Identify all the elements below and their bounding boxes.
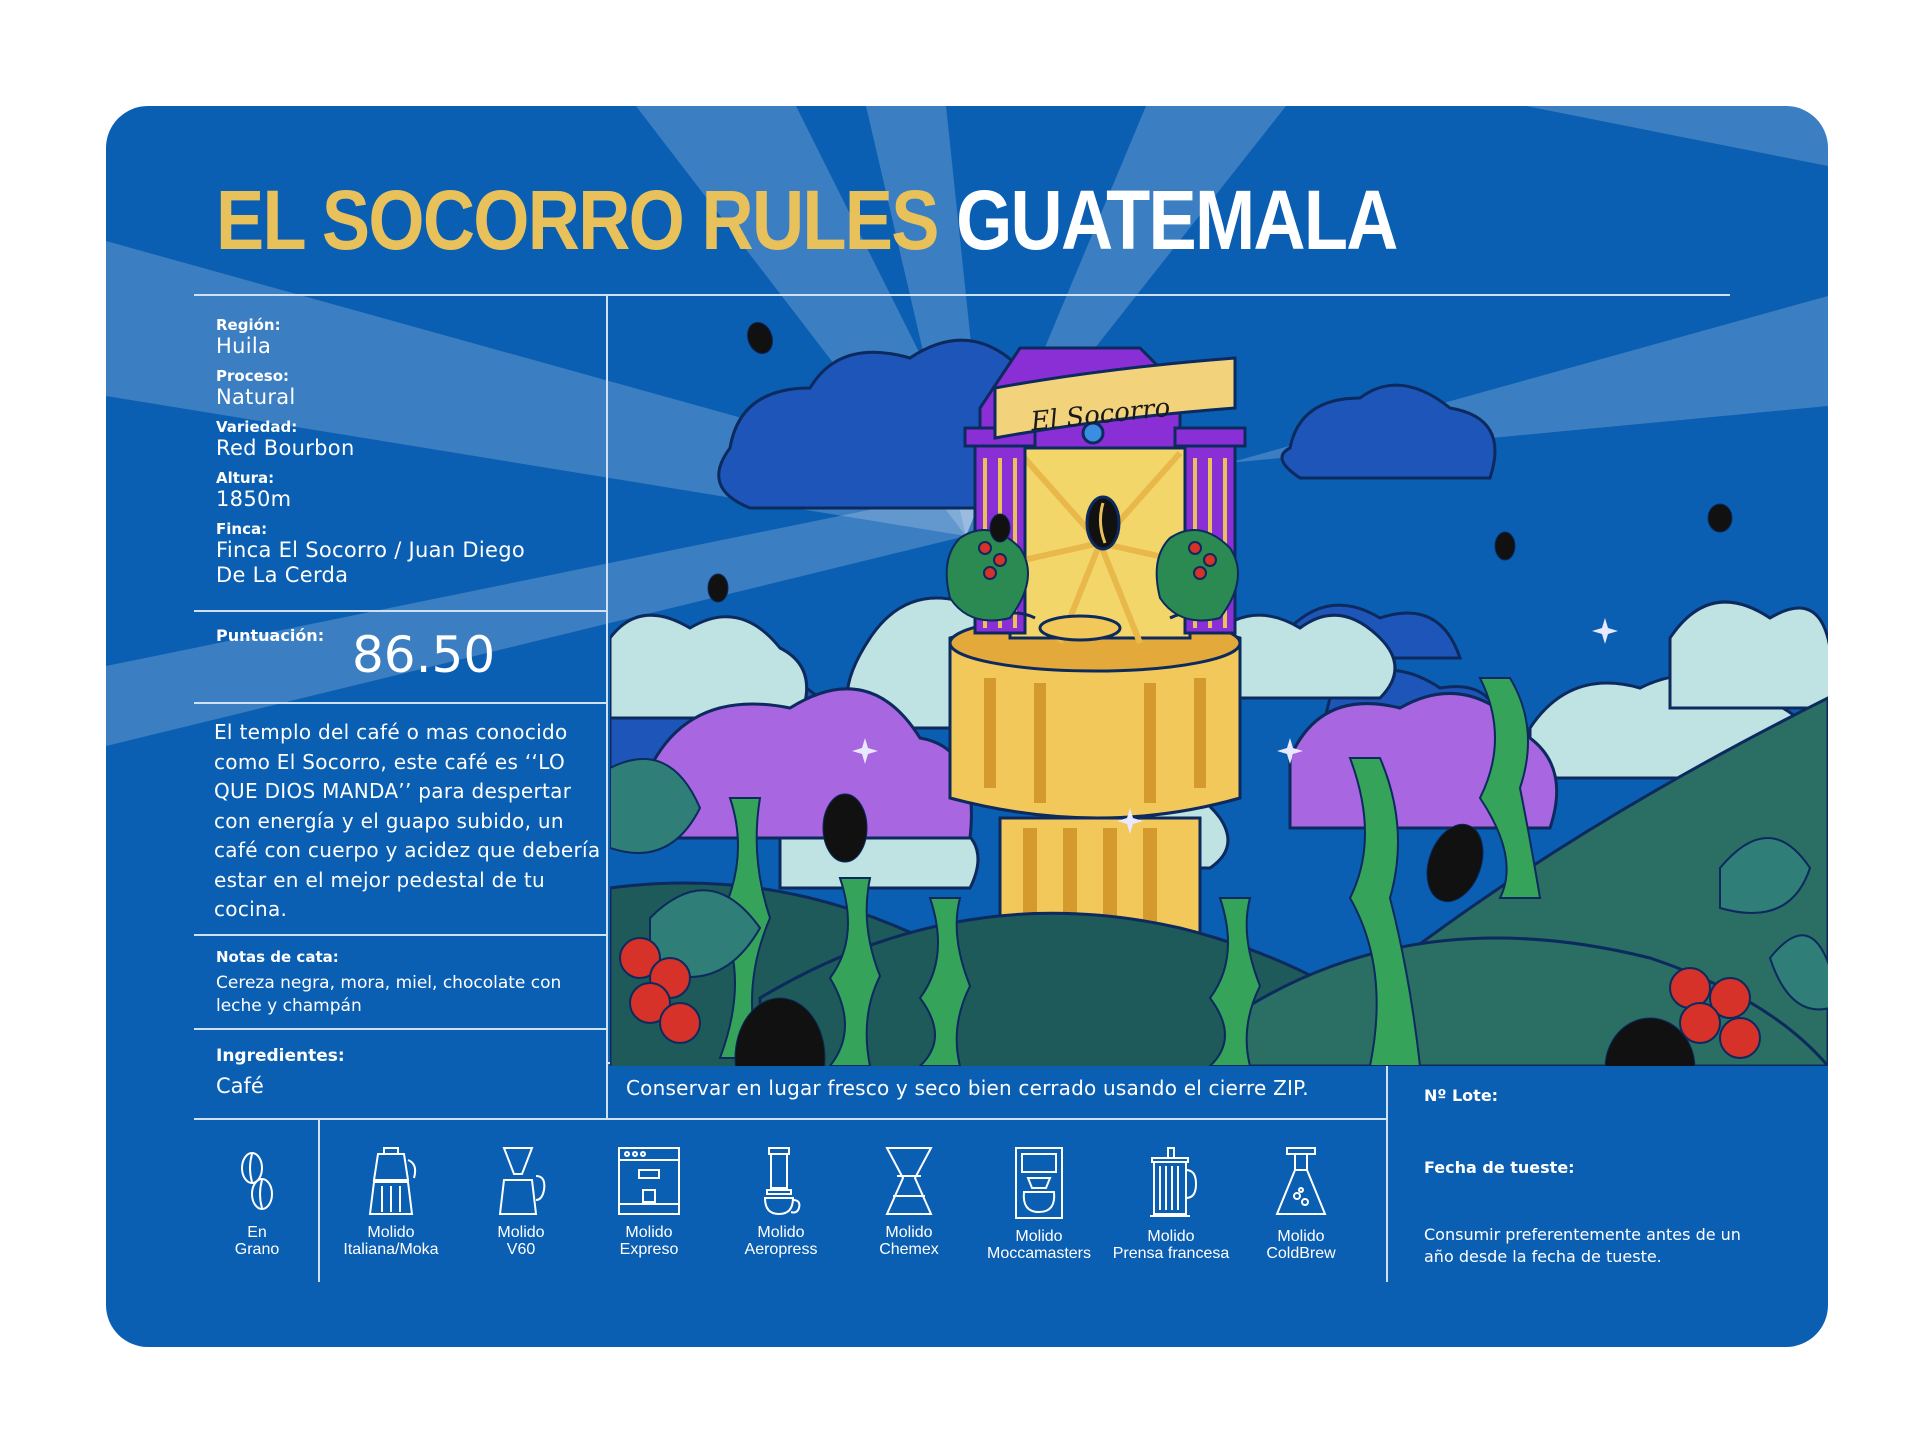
ingredients-label: Ingredientes: xyxy=(216,1046,345,1066)
grind-aeropress xyxy=(716,1146,846,1258)
grind-label-1: Molido xyxy=(757,1224,805,1241)
column-divider xyxy=(606,296,608,1118)
grind-label-2: Moccamasters xyxy=(986,1245,1092,1262)
best-before-note: Consumir preferentemente antes de un año desde la fecha de tueste. xyxy=(1424,1225,1741,1266)
info-region-key: Región: xyxy=(216,316,281,334)
tasting-notes-value: Cereza negra, mora, miel, chocolate con leche y champán xyxy=(216,973,562,1016)
info-farm-key: Finca: xyxy=(216,520,268,538)
coffee-label xyxy=(106,106,1828,1347)
ingredients-value: Café xyxy=(216,1074,264,1098)
info-process-value: Natural xyxy=(216,385,296,409)
info-process xyxy=(216,367,296,410)
info-variety xyxy=(216,418,355,461)
grind-label-1: Molido xyxy=(625,1224,673,1241)
title-farm-name: EL SOCORRO RULES xyxy=(216,173,938,267)
coffee-beans-icon xyxy=(237,1146,277,1216)
chemex-icon xyxy=(883,1146,935,1216)
info-farm-value: Finca El Socorro / Juan Diego De La Cerda xyxy=(216,538,526,587)
grind-label-2: V60 xyxy=(506,1241,536,1258)
grind-label-1: Molido xyxy=(1277,1228,1325,1245)
v60-dripper-icon xyxy=(496,1146,546,1216)
grind-label-2: ColdBrew xyxy=(1266,1245,1336,1262)
tasting-notes-label: Notas de cata: xyxy=(216,948,339,966)
info-region-value: Huila xyxy=(216,334,272,358)
grind-french-press xyxy=(1106,1146,1236,1262)
product-title xyxy=(216,173,1397,267)
grind-label-1: Molido xyxy=(1147,1228,1195,1245)
grind-label-2: Grano xyxy=(234,1241,280,1258)
grind-moccamaster xyxy=(974,1146,1104,1262)
info-altitude-key: Altura: xyxy=(216,469,275,487)
grind-v60 xyxy=(456,1146,586,1258)
grind-label-1: En xyxy=(247,1224,267,1241)
divider-after-info xyxy=(194,610,608,612)
grind-whole-bean xyxy=(192,1146,322,1258)
divider-above-grinds xyxy=(194,1118,1386,1120)
grind-label-2: Chemex xyxy=(879,1241,939,1258)
info-farm xyxy=(216,520,556,588)
info-variety-value: Red Bourbon xyxy=(216,436,355,460)
grind-espresso xyxy=(584,1146,714,1258)
banner-text: El Socorro xyxy=(1029,392,1172,438)
moka-pot-icon xyxy=(364,1146,418,1216)
info-process-key: Proceso: xyxy=(216,367,289,385)
grind-label-2: Expreso xyxy=(619,1241,679,1258)
score-value: 86.50 xyxy=(352,626,496,684)
description-text: El templo del café o mas conocido como El Socorro, este café es ‘‘LO QUE DIOS MANDA’’ para despertar con energía y el guapo subido, un café con cuerpo y acidez que debería estar en el mejor pedestal de tu cocina. xyxy=(214,720,601,921)
divider-after-notes xyxy=(194,1028,608,1030)
divider-after-description xyxy=(194,934,608,936)
grind-coldbrew xyxy=(1236,1146,1366,1262)
moccamaster-icon xyxy=(1012,1146,1066,1220)
espresso-machine-icon xyxy=(617,1146,681,1216)
info-region xyxy=(216,316,281,359)
grind-label-2: Italiana/Moka xyxy=(343,1241,439,1258)
grind-label-1: Molido xyxy=(497,1224,545,1241)
grind-label-2: Aeropress xyxy=(744,1241,818,1258)
coldbrew-icon xyxy=(1273,1146,1329,1220)
score-label: Puntuación: xyxy=(216,626,325,645)
divider-lot-column xyxy=(1386,1064,1388,1282)
grind-chemex xyxy=(844,1146,974,1258)
temple-illustration xyxy=(610,298,1828,1066)
lot-number-label: Nº Lote: xyxy=(1424,1086,1499,1105)
grind-label-1: Molido xyxy=(367,1224,415,1241)
roast-date-label: Fecha de tueste: xyxy=(1424,1158,1575,1177)
grind-label-1: Molido xyxy=(885,1224,933,1241)
info-variety-key: Variedad: xyxy=(216,418,298,436)
grind-label-1: Molido xyxy=(1015,1228,1063,1245)
title-country: GUATEMALA xyxy=(956,173,1397,267)
info-altitude xyxy=(216,469,291,512)
grind-label-2: Prensa francesa xyxy=(1112,1245,1230,1262)
grind-moka xyxy=(326,1146,456,1258)
french-press-icon xyxy=(1144,1146,1198,1220)
aeropress-icon xyxy=(759,1146,803,1216)
divider-after-score xyxy=(194,702,608,704)
title-divider xyxy=(194,294,1730,296)
storage-instructions: Conservar en lugar fresco y seco bien cerrado usando el cierre ZIP. xyxy=(626,1076,1309,1100)
info-altitude-value: 1850m xyxy=(216,487,292,511)
